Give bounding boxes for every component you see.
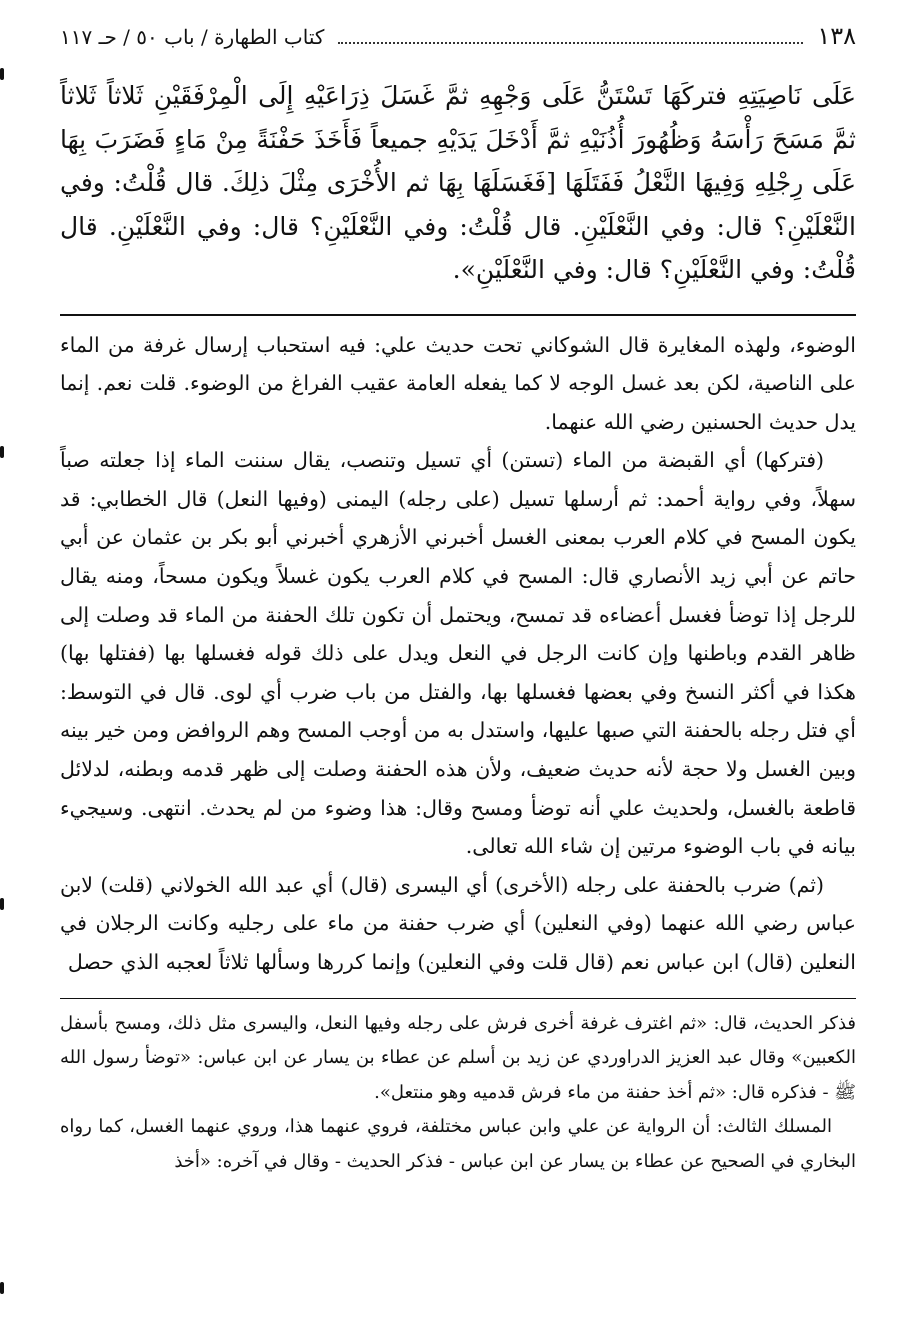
scan-edge-mark (0, 1282, 4, 1294)
running-header (60, 22, 856, 74)
header-dotted-leader (338, 30, 803, 44)
main-divider (60, 314, 856, 316)
commentary (60, 326, 856, 982)
footnote-divider (60, 998, 856, 999)
footnotes (60, 1007, 856, 1180)
scan-edge-mark (0, 68, 4, 80)
hadith-text: عَلَى نَاصِيَتِهِ فتركَهَا تَسْتَنُّ عَلَى وَجْهِهِ ثمَّ غَسَلَ ذِرَاعَيْهِ إِلَى الْمِرْفَقَيْنِ ثَلاثاً ثَلاثاً ثمَّ مَسَحَ رَأْسَهُ وَظُهُورَ أُذُنَيْهِ ثمَّ أَدْخَلَ يَدَيْهِ جميعاً فَأَخَذَ حَفْنَةً مِنْ مَاءٍ فَضَرَبَ بِهَا عَلَى رِجْلِهِ وَفِيهَا النَّعْلُ فَفَتَلَهَا [فَغَسَلَهَا بِهَا ثم الأُخْرَى مِثْلَ ذلِكَ. قال قُلْتُ: وفي النَّعْلَيْنِ؟ قال: وفي النَّعْلَيْنِ. قال قُلْتُ: وفي النَّعْلَيْنِ؟ قال: وفي النَّعْلَيْنِ. قال قُلْتُ: وفي النَّعْلَيْنِ؟ قال: وفي النَّعْلَيْنِ». (60, 81, 856, 284)
footnote-paragraph: فذكر الحديث، قال: «ثم اغترف غرفة أخرى فرش على رجله وفيها النعل، واليسرى مثل ذلك، ومسح بأسفل الكعبين» وقال عبد العزيز الدراوردي عن زيد بن أسلم عن عطاء بن يسار عن ابن عباس: «توضأ رسول الله ﷺ - فذكره قال: «ثم أخذ حفنة من ماء فرش قدميه وهو منتعل». (60, 1012, 856, 1103)
footnote-paragraph: المسلك الثالث: أن الرواية عن علي وابن عباس مختلفة، فروي عنهما هذا، وروي عنهما الغسل، كما رواه البخاري في الصحيح عن عطاء بن يسار عن ابن عباس - فذكر الحديث - وقال في آخره: «أخذ (60, 1116, 856, 1172)
running-title: كتاب الطهارة / باب ٥٠ / حـ ١١٧ (60, 25, 325, 49)
page-number: ١٣٨ (817, 22, 856, 50)
commentary-paragraph: (ثم) ضرب بالحفنة على رجله (الأخرى) أي اليسرى (قال) أي عبد الله الخولاني (قلت) لابن عباس رضي الله عنهما (وفي النعلين) أي ضرب حفنة من ماء على رجليه وكانت الرجلان في النعلين (قال) ابن عباس نعم (قال قلت وفي النعلين) وإنما كررها وسألها ثلاثاً لعجبه الذي حصل (60, 872, 856, 974)
commentary-paragraph: (فتركها) أي القبضة من الماء (تستن) أي تسيل وتنصب، يقال سننت الماء إذا جعلته صباً سهلاً، وفي رواية أحمد: ثم أرسلها تسيل (على رجله) اليمنى (وفيها النعل) قال الخطابي: قد يكون المسح في كلام العرب بمعنى الغسل أخبرني الأزهري أخبرني أبو بكر بن عثمان عن أبي حاتم عن أبي زيد الأنصاري قال: المسح في كلام العرب يكون غسلاً ويكون مسحاً، ومنه يقال للرجل إذا توضأ فغسل أعضاءه قد تمسح، ويحتمل أن تكون تلك الحفنة من الماء قد وصلت إلى ظاهر القدم وباطنها وإن كانت الرجل في النعل ويدل على ذلك قوله فغسلها بها (ففتلها بها) هكذا في أكثر النسخ وفي بعضها فغسلها بها، والفتل من باب ضرب أي لوى. قال في التوسط: أي فتل رجله بالحفنة التي صبها عليها، واستدل به من أوجب المسح وهم الروافض ومن خير بينه وبين الغسل ولا حجة لأنه حديث ضعيف، ولأن هذه الحفنة وصلت إلى ظهر قدمه وبطنه، لدلائل قاطعة بالغسل، ولحديث علي أنه توضأ ومسح وقال: هذا وضوء من لم يحدث. انتهى. وسيجيء بيانه في باب الوضوء مرتين إن شاء الله تعالى. (60, 448, 856, 859)
scan-edge-mark (0, 898, 4, 910)
scan-edge-mark (0, 446, 4, 458)
commentary-paragraph: الوضوء، ولهذه المغايرة قال الشوكاني تحت حديث علي: فيه استحباب إرسال غرفة من الماء على الناصية، لكن بعد غسل الوجه لا كما يفعله العامة عقيب الفراغ من الوضوء. قلت نعم. إنما يدل حديث الحسنين رضي الله عنهما. (60, 332, 856, 434)
